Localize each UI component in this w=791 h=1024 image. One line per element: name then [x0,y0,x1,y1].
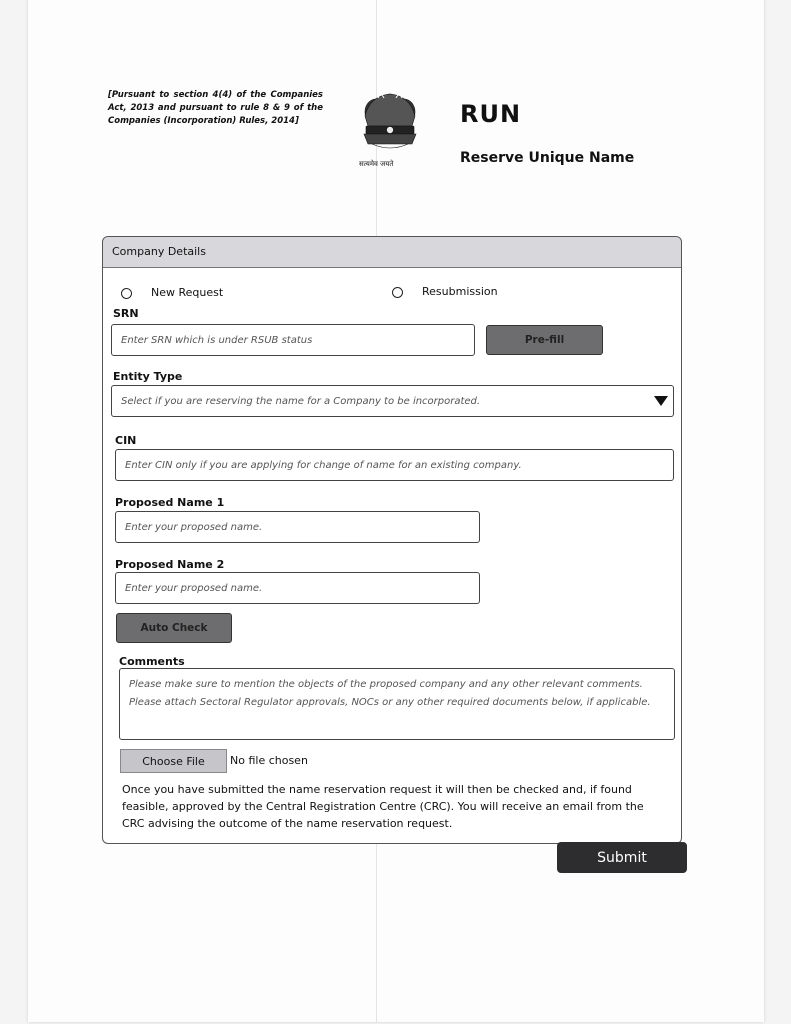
proposed-name-2-placeholder: Enter your proposed name. [125,582,263,594]
choose-file-button[interactable]: Choose File [120,749,227,773]
proposed-name-2-input[interactable] [115,572,480,604]
proposed-name-1-label: Proposed Name 1 [115,496,225,509]
proposed-name-2-label: Proposed Name 2 [115,558,225,571]
cin-placeholder: Enter CIN only if you are applying for change of name for an existing company. [125,459,522,471]
new-request-label: New Request [151,286,224,299]
page-subtitle: Reserve Unique Name [460,150,635,166]
proposed-name-1-placeholder: Enter your proposed name. [125,521,263,533]
submit-button[interactable]: Submit [557,842,687,873]
file-status: No file chosen [230,754,308,767]
srn-placeholder: Enter SRN which is under RSUB status [121,334,313,346]
cin-label: CIN [115,434,137,447]
submission-note: Once you have submitted the name reservation request it will then be checked and, if found feasible, approved by the Central Registration Centre (CRC). You will receive an email from the CRC advising the outcome of the name reservation request. [122,783,644,830]
comments-placeholder: Please make sure to mention the objects of the proposed company and any other relevant comments. Please attach Sectoral Regulator approvals, NOCs or any other required documents below, if applicable. [129,679,651,708]
panel-heading: Company Details [103,237,681,268]
new-request-radio[interactable] [121,288,132,299]
prefill-button[interactable]: Pre-fill [486,325,603,355]
comments-textarea[interactable] [119,668,675,740]
chevron-down-icon [653,395,669,407]
cin-input[interactable] [115,449,674,481]
proposed-name-1-input[interactable] [115,511,480,543]
emblem-caption: सत्यमेव जयते [359,160,394,168]
resubmission-label: Resubmission [422,285,498,298]
legal-note: [Pursuant to section 4(4) of the Companies Act, 2013 and pursuant to rule 8 & 9 of the Companies (Incorporation) Rules, 2014] [108,90,323,126]
comments-label: Comments [119,655,185,668]
resubmission-radio[interactable] [392,287,403,298]
page-title: RUN [460,100,522,128]
srn-input[interactable] [111,324,475,356]
company-details-panel [102,236,682,844]
auto-check-button[interactable]: Auto Check [116,613,232,643]
entity-type-label: Entity Type [113,370,183,383]
srn-label: SRN [113,307,139,320]
entity-type-select[interactable] [111,385,674,417]
entity-type-placeholder: Select if you are reserving the name for a Company to be incorporated. [121,395,481,407]
